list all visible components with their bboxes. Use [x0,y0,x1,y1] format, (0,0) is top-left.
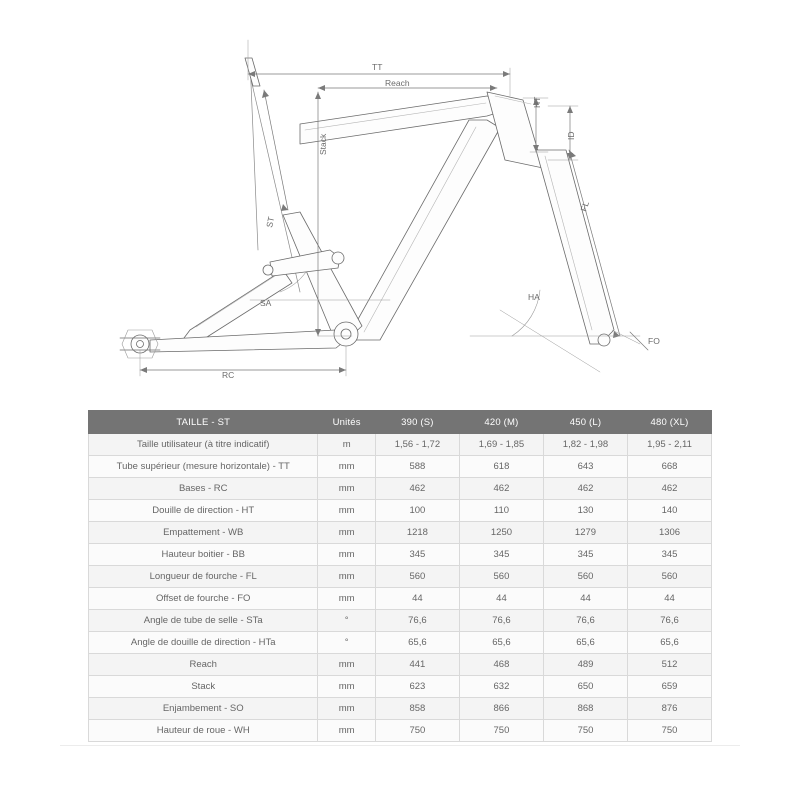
row-value: 858 [375,698,459,720]
callout-fl: FL [578,200,591,213]
geometry-table-wrapper [88,410,712,742]
row-label: Hauteur boitier - BB [89,544,318,566]
row-label: Longueur de fourche - FL [89,566,318,588]
row-value: 618 [459,456,543,478]
table-header-row [89,411,712,434]
row-value: 650 [543,676,627,698]
row-value: 345 [375,544,459,566]
row-value: 560 [543,566,627,588]
row-value: 345 [628,544,712,566]
row-value: 140 [628,500,712,522]
footer-divider [60,745,740,746]
row-value: 76,6 [459,610,543,632]
row-unit: mm [318,676,375,698]
table-row [89,434,712,456]
table-row [89,588,712,610]
callout-tt: TT [372,62,383,72]
row-value: 560 [459,566,543,588]
table-row [89,720,712,742]
row-value: 76,6 [375,610,459,632]
row-value: 1306 [628,522,712,544]
row-unit: ° [318,610,375,632]
callout-sa: SA [260,298,272,308]
row-unit: mm [318,478,375,500]
row-value: 65,6 [628,632,712,654]
table-row [89,544,712,566]
row-label: Stack [89,676,318,698]
header-units: Unités [318,411,375,434]
table-row [89,610,712,632]
row-value: 130 [543,500,627,522]
callout-rc: RC [222,370,235,380]
row-value: 643 [543,456,627,478]
table-head [89,411,712,434]
row-label: Bases - RC [89,478,318,500]
table-row [89,456,712,478]
row-label: Empattement - WB [89,522,318,544]
row-unit: mm [318,654,375,676]
callout-stack: Stack [318,133,328,155]
callout-fo: FO [648,336,660,346]
row-value: 750 [543,720,627,742]
row-value: 1,95 - 2,11 [628,434,712,456]
row-unit: mm [318,566,375,588]
row-value: 462 [459,478,543,500]
row-value: 110 [459,500,543,522]
table-row [89,566,712,588]
table-row [89,654,712,676]
row-value: 866 [459,698,543,720]
table-body [89,434,712,742]
row-label: Enjambement - SO [89,698,318,720]
row-unit: mm [318,544,375,566]
row-value: 876 [628,698,712,720]
header-size-st: TAILLE - ST [89,411,318,434]
header-size-480: 480 (XL) [628,411,712,434]
row-value: 44 [543,588,627,610]
row-value: 560 [375,566,459,588]
callout-st: ST [264,215,277,229]
table-row [89,676,712,698]
row-value: 659 [628,676,712,698]
row-label: Tube supérieur (mesure horizontale) - TT [89,456,318,478]
row-value: 65,6 [375,632,459,654]
geometry-table [88,410,712,742]
row-value: 468 [459,654,543,676]
row-label: Douille de direction - HT [89,500,318,522]
row-unit: ° [318,632,375,654]
row-value: 489 [543,654,627,676]
row-unit: m [318,434,375,456]
row-value: 65,6 [543,632,627,654]
table-row [89,698,712,720]
table-row [89,500,712,522]
callout-id: ID [566,131,576,140]
row-label: Hauteur de roue - WH [89,720,318,742]
table-row [89,522,712,544]
row-value: 750 [459,720,543,742]
row-value: 560 [628,566,712,588]
table-row [89,632,712,654]
row-label: Taille utilisateur (à titre indicatif) [89,434,318,456]
row-value: 44 [375,588,459,610]
row-value: 623 [375,676,459,698]
row-label: Offset de fourche - FO [89,588,318,610]
row-unit: mm [318,720,375,742]
row-value: 750 [375,720,459,742]
row-label: Angle de douille de direction - HTa [89,632,318,654]
row-value: 588 [375,456,459,478]
row-value: 100 [375,500,459,522]
row-unit: mm [318,500,375,522]
row-unit: mm [318,522,375,544]
row-value: 44 [628,588,712,610]
row-value: 462 [375,478,459,500]
row-unit: mm [318,698,375,720]
row-unit: mm [318,588,375,610]
row-value: 868 [543,698,627,720]
row-unit: mm [318,456,375,478]
callout-reach: Reach [385,78,410,88]
row-value: 1279 [543,522,627,544]
table-row [89,478,712,500]
row-value: 1,56 - 1,72 [375,434,459,456]
row-value: 76,6 [543,610,627,632]
row-value: 750 [628,720,712,742]
callout-ha: HA [528,292,540,302]
row-label: Reach [89,654,318,676]
row-label: Angle de tube de selle - STa [89,610,318,632]
row-value: 512 [628,654,712,676]
row-value: 345 [459,544,543,566]
row-value: 441 [375,654,459,676]
row-value: 65,6 [459,632,543,654]
header-size-390: 390 (S) [375,411,459,434]
row-value: 632 [459,676,543,698]
header-size-420: 420 (M) [459,411,543,434]
row-value: 462 [543,478,627,500]
row-value: 1,69 - 1,85 [459,434,543,456]
row-value: 1218 [375,522,459,544]
row-value: 668 [628,456,712,478]
row-value: 76,6 [628,610,712,632]
row-value: 345 [543,544,627,566]
row-value: 462 [628,478,712,500]
row-value: 1250 [459,522,543,544]
row-value: 1,82 - 1,98 [543,434,627,456]
callout-ht: HT [532,96,542,108]
row-value: 44 [459,588,543,610]
header-size-450: 450 (L) [543,411,627,434]
